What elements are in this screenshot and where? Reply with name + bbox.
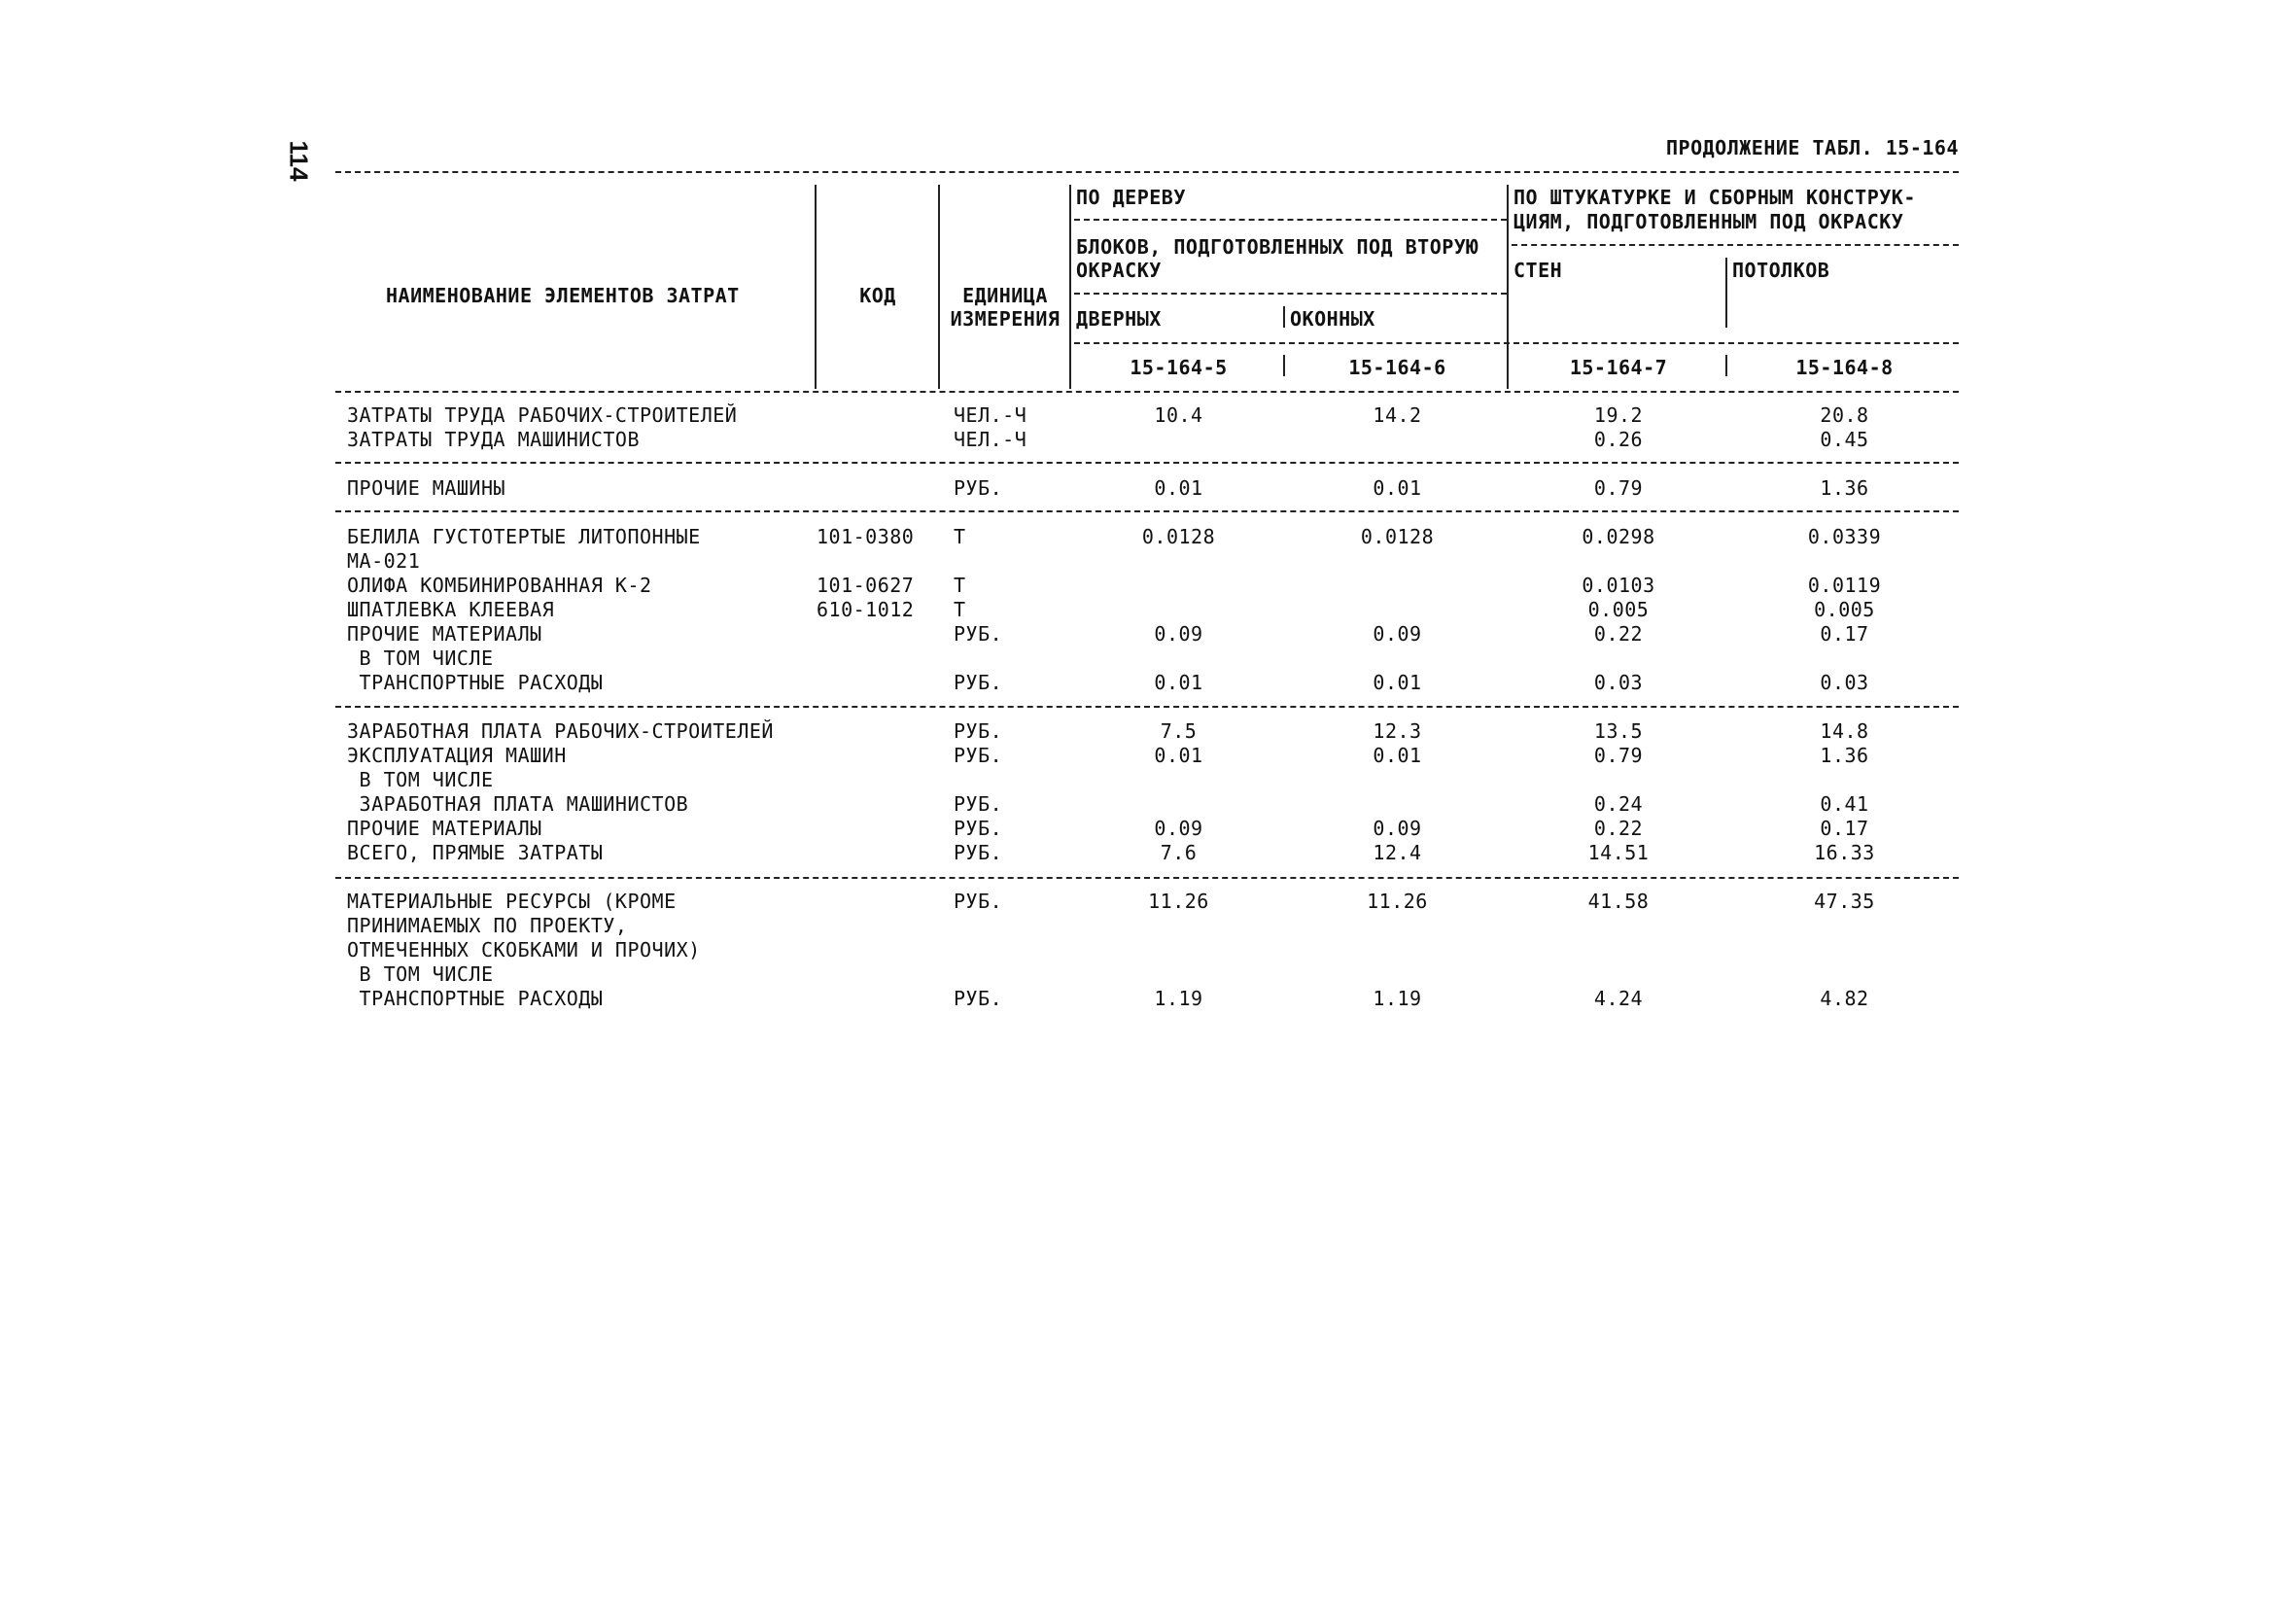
- group-rule-3: [335, 706, 1959, 708]
- header-unit-column-line2: ИЗМЕРЕНИЯ: [950, 307, 1061, 331]
- cell-15-164-7: 0.0298: [1582, 525, 1655, 548]
- cell-unit: РУБ.: [954, 744, 1003, 767]
- cell-unit: РУБ.: [954, 671, 1003, 694]
- cell-15-164-6: 0.0128: [1360, 525, 1435, 548]
- cell-15-164-7: 41.58: [1587, 890, 1650, 913]
- cell-name: В ТОМ ЧИСЛЕ: [347, 962, 494, 986]
- cell-name: ЭКСПЛУАТАЦИЯ МАШИН: [347, 744, 567, 767]
- cell-15-164-8: 1.36: [1820, 476, 1869, 500]
- cell-name: В ТОМ ЧИСЛЕ: [347, 768, 494, 791]
- header-group-plaster-line2: ЦИЯМ, ПОДГОТОВЛЕННЫМ ПОД ОКРАСКУ: [1513, 210, 1904, 233]
- cell-name: ВСЕГО, ПРЯМЫЕ ЗАТРАТЫ: [347, 841, 604, 864]
- cell-15-164-7: 13.5: [1593, 719, 1644, 743]
- cell-unit: РУБ.: [954, 890, 1003, 913]
- header-divider-code7-code8: [1725, 355, 1727, 376]
- header-col-doors: ДВЕРНЫХ: [1076, 307, 1162, 331]
- header-group-wood: ПО ДЕРЕВУ: [1076, 186, 1186, 209]
- cell-15-164-8: 0.45: [1820, 428, 1869, 451]
- header-divider-doors-windows: [1283, 306, 1285, 328]
- cell-name: ЗАРАБОТНАЯ ПЛАТА МАШИНИСТОВ: [347, 792, 689, 816]
- header-code-15-164-5: 15-164-5: [1130, 356, 1228, 379]
- cell-15-164-7: 0.26: [1593, 428, 1644, 451]
- cell-15-164-8: 16.33: [1814, 841, 1875, 864]
- cost-table-document: [335, 0, 1959, 1608]
- cell-15-164-5: 0.09: [1154, 622, 1203, 646]
- header-divider-unit-values: [1069, 185, 1071, 389]
- top-rule: [335, 171, 1959, 173]
- cell-name: ЗАТРАТЫ ТРУДА РАБОЧИХ-СТРОИТЕЛЕЙ: [347, 403, 738, 427]
- cell-name: ЗАТРАТЫ ТРУДА МАШИНИСТОВ: [347, 428, 640, 451]
- cell-name: ПРОЧИЕ МАТЕРИАЛЫ: [347, 817, 542, 840]
- cell-15-164-5: 0.01: [1154, 671, 1203, 694]
- cell-15-164-8: 14.8: [1820, 719, 1869, 743]
- cell-unit: ЧЕЛ.-Ч: [954, 403, 1027, 427]
- cell-15-164-7: 19.2: [1593, 403, 1644, 427]
- cell-15-164-7: 0.79: [1593, 476, 1644, 500]
- header-bottom-rule: [335, 391, 1959, 393]
- header-divider-name-code: [815, 185, 817, 389]
- cell-code: 101-0627: [817, 574, 915, 597]
- cell-15-164-6: 0.01: [1373, 671, 1422, 694]
- cell-15-164-7: 0.03: [1593, 671, 1644, 694]
- cell-15-164-6: 1.19: [1373, 987, 1422, 1010]
- cell-unit: РУБ.: [954, 476, 1003, 500]
- header-rule-codes: [1074, 342, 1959, 344]
- cell-15-164-6: 0.01: [1373, 744, 1422, 767]
- cell-unit: РУБ.: [954, 719, 1003, 743]
- cell-unit: Т: [954, 574, 966, 597]
- cell-name: ОТМЕЧЕННЫХ СКОБКАМИ И ПРОЧИХ): [347, 938, 701, 961]
- cell-name: ЗАРАБОТНАЯ ПЛАТА РАБОЧИХ-СТРОИТЕЛЕЙ: [347, 719, 774, 743]
- cell-unit: Т: [954, 598, 966, 621]
- cell-code: 101-0380: [817, 525, 915, 548]
- cell-15-164-8: 0.17: [1820, 622, 1869, 646]
- header-divider-code5-code6: [1283, 355, 1285, 376]
- cell-15-164-7: 0.0103: [1582, 574, 1655, 597]
- cell-15-164-6: 0.09: [1373, 622, 1422, 646]
- cell-15-164-7: 0.79: [1593, 744, 1644, 767]
- cell-15-164-8: 0.03: [1820, 671, 1869, 694]
- cell-15-164-6: 11.26: [1367, 890, 1428, 913]
- cell-unit: РУБ.: [954, 841, 1003, 864]
- cell-unit: РУБ.: [954, 792, 1003, 816]
- header-group-wood-sub-line2: ОКРАСКУ: [1076, 259, 1162, 282]
- cell-15-164-8: 20.8: [1820, 403, 1869, 427]
- cell-name: В ТОМ ЧИСЛЕ: [347, 647, 494, 670]
- cell-15-164-7: 0.005: [1587, 598, 1650, 621]
- header-rule-group1-title: [1074, 219, 1507, 221]
- cell-name: ШПАТЛЕВКА КЛЕЕВАЯ: [347, 598, 555, 621]
- cell-15-164-8: 4.82: [1820, 987, 1869, 1010]
- cell-code: 610-1012: [817, 598, 915, 621]
- header-name-column: НАИМЕНОВАНИЕ ЭЛЕМЕНТОВ ЗАТРАТ: [386, 284, 740, 307]
- cell-15-164-7: 0.22: [1593, 817, 1644, 840]
- cell-15-164-5: 0.09: [1154, 817, 1203, 840]
- cell-15-164-5: 7.6: [1160, 841, 1198, 864]
- cell-15-164-7: 14.51: [1587, 841, 1650, 864]
- cell-15-164-5: 0.01: [1154, 744, 1203, 767]
- cell-15-164-6: 12.3: [1373, 719, 1422, 743]
- continuation-label: ПРОДОЛЖЕНИЕ ТАБЛ. 15-164: [1666, 136, 1959, 159]
- cell-15-164-5: 0.01: [1154, 476, 1203, 500]
- header-rule-group1-sub: [1074, 293, 1507, 295]
- header-col-windows: ОКОННЫХ: [1290, 307, 1375, 331]
- header-col-walls: СТЕН: [1513, 259, 1563, 282]
- cell-15-164-8: 0.17: [1820, 817, 1869, 840]
- header-code-15-164-6: 15-164-6: [1348, 356, 1446, 379]
- cell-15-164-8: 47.35: [1814, 890, 1875, 913]
- header-divider-groups: [1507, 185, 1509, 389]
- cell-name: МАТЕРИАЛЬНЫЕ РЕСУРСЫ (КРОМЕ: [347, 890, 677, 913]
- cell-15-164-5: 0.0128: [1141, 525, 1216, 548]
- cell-15-164-8: 0.0119: [1807, 574, 1882, 597]
- header-group-wood-sub-line1: БЛОКОВ, ПОДГОТОВЛЕННЫХ ПОД ВТОРУЮ: [1076, 235, 1478, 259]
- cell-name: ОЛИФА КОМБИНИРОВАННАЯ К-2: [347, 574, 652, 597]
- header-divider-code-unit: [938, 185, 940, 389]
- cell-name: ПРОЧИЕ МАШИНЫ: [347, 476, 506, 500]
- cell-unit: РУБ.: [954, 817, 1003, 840]
- cell-name: МА-021: [347, 549, 421, 573]
- cell-unit: РУБ.: [954, 987, 1003, 1010]
- header-divider-walls-ceilings: [1725, 258, 1727, 328]
- cell-15-164-6: 0.01: [1373, 476, 1422, 500]
- cell-unit: РУБ.: [954, 622, 1003, 646]
- cell-15-164-6: 12.4: [1373, 841, 1422, 864]
- cell-15-164-7: 0.22: [1593, 622, 1644, 646]
- cell-15-164-5: 1.19: [1154, 987, 1203, 1010]
- cell-15-164-7: 4.24: [1593, 987, 1644, 1010]
- header-code-15-164-8: 15-164-8: [1795, 356, 1894, 379]
- cell-15-164-5: 7.5: [1160, 719, 1198, 743]
- cell-name: БЕЛИЛА ГУСТОТЕРТЫЕ ЛИТОПОННЫЕ: [347, 525, 701, 548]
- cell-15-164-8: 0.41: [1820, 792, 1869, 816]
- header-group-plaster-line1: ПО ШТУКАТУРКЕ И СБОРНЫМ КОНСТРУК-: [1513, 186, 1916, 209]
- cell-name: ТРАНСПОРТНЫЕ РАСХОДЫ: [347, 987, 604, 1010]
- group-rule-2: [335, 510, 1959, 512]
- cell-name: ПРОЧИЕ МАТЕРИАЛЫ: [347, 622, 542, 646]
- cell-unit: Т: [954, 525, 966, 548]
- cell-15-164-5: 10.4: [1154, 403, 1203, 427]
- cell-unit: ЧЕЛ.-Ч: [954, 428, 1027, 451]
- group-rule-1: [335, 462, 1959, 464]
- header-rule-group2-title: [1512, 244, 1959, 246]
- cell-15-164-8: 1.36: [1820, 744, 1869, 767]
- header-code-column: КОД: [859, 284, 896, 307]
- page-number: 114: [284, 140, 314, 182]
- header-unit-column-line1: ЕДИНИЦА: [962, 284, 1048, 307]
- cell-15-164-6: 0.09: [1373, 817, 1422, 840]
- cell-15-164-8: 0.005: [1814, 598, 1875, 621]
- cell-name: ТРАНСПОРТНЫЕ РАСХОДЫ: [347, 671, 604, 694]
- cell-15-164-6: 14.2: [1373, 403, 1422, 427]
- cell-15-164-8: 0.0339: [1807, 525, 1882, 548]
- group-rule-4: [335, 877, 1959, 879]
- header-code-15-164-7: 15-164-7: [1569, 356, 1668, 379]
- cell-15-164-7: 0.24: [1593, 792, 1644, 816]
- cell-15-164-5: 11.26: [1148, 890, 1209, 913]
- header-col-ceilings: ПОТОЛКОВ: [1732, 259, 1830, 282]
- cell-name: ПРИНИМАЕМЫХ ПО ПРОЕКТУ,: [347, 914, 628, 937]
